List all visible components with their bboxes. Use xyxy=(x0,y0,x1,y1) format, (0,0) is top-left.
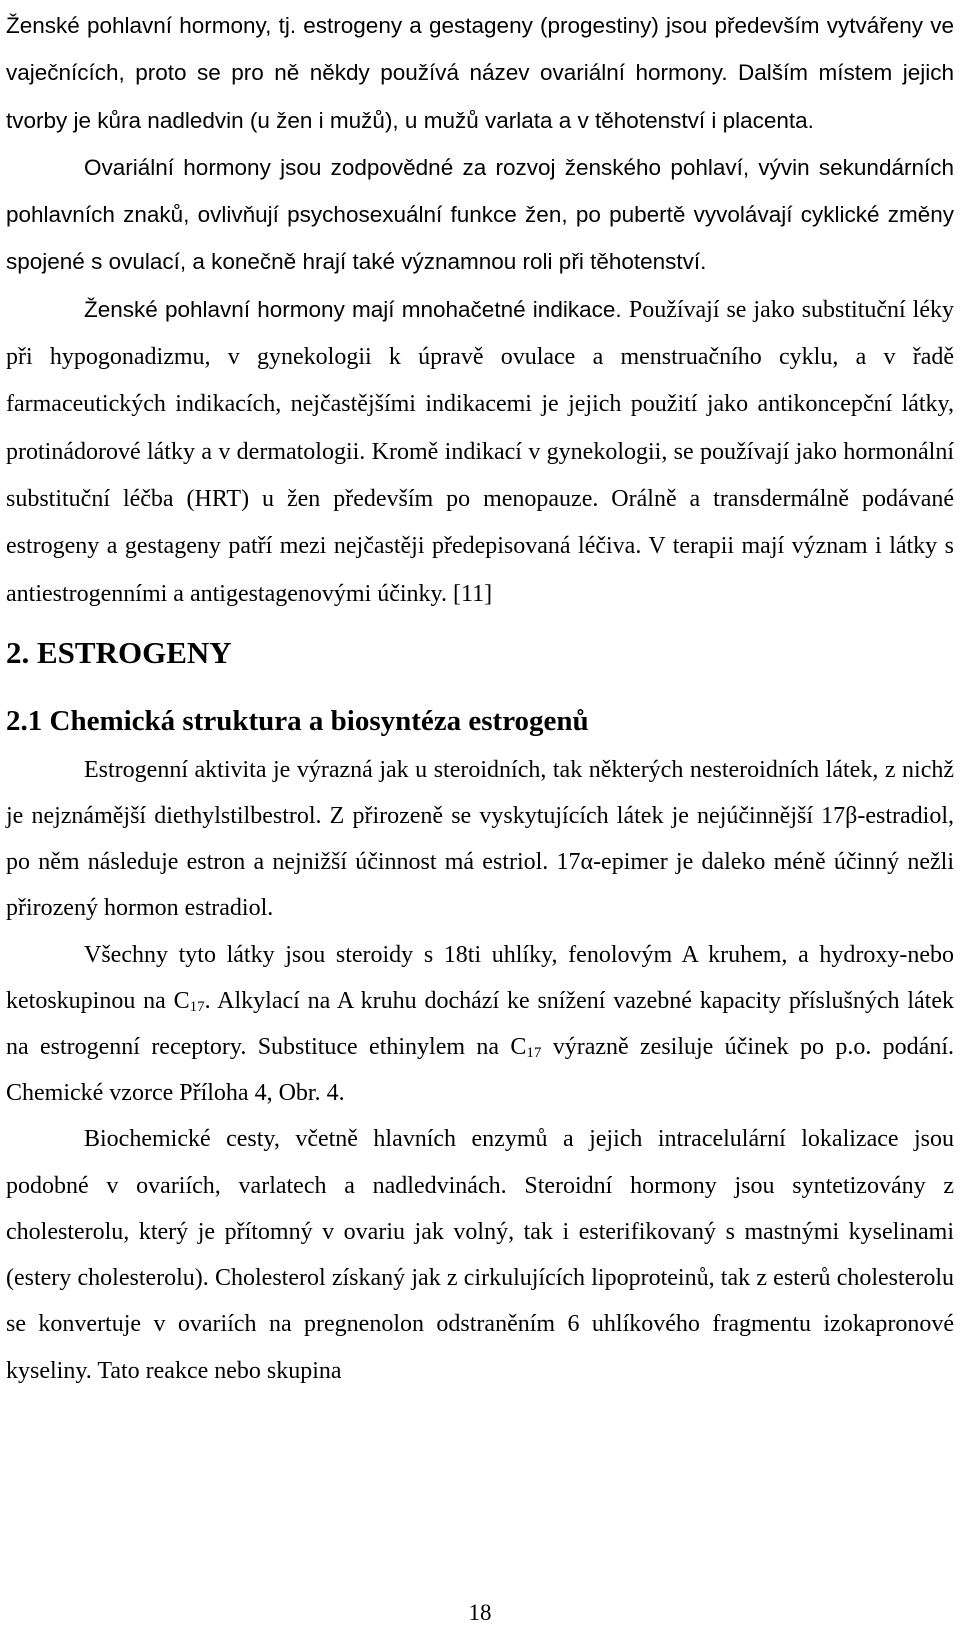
paragraph-indications xyxy=(6,286,954,617)
page-number: 18 xyxy=(468,1600,492,1625)
c17-subscript-1: 17 xyxy=(189,998,205,1015)
indications-lead: Ženské pohlavní hormony mají mnohačetné indikace. xyxy=(84,296,622,322)
intro-section xyxy=(6,2,954,617)
paragraph-estrogenic-activity: Estrogenní aktivita je výrazná jak u steroidních, tak některých nesteroidních látek, z nichž je nejznámější diethylstilbestrol. Z přirozeně se vyskytujících látek je nejúčinnější 17β-estradiol, po něm následuje estron a nejnižší účinnost má estriol. 17α-epimer je daleko méně účinný nežli přirozený hormon estradiol. xyxy=(6,756,954,922)
heading-chemical-structure: 2.1 Chemická struktura a biosyntéza estrogenů xyxy=(6,704,589,737)
indications-tail: Používají se jako substituční léky při hypogonadizmu, v gynekologii k úpravě ovulace a menstruačního cyklu, a v řadě farmaceutických indikacích, nejčastějšími indikacemi je jejich použití jako antikoncepční látky, protinádorové látky a v dermatologii. Kromě indikací v gynekologii, se používají jako hormonální substituční léčba (HRT) u žen především po menopauze. Orálně a transdermálně podávané estrogeny a gestageny patří mezi nejčastěji předepisovaná léčiva. V terapii mají význam i látky s antiestrogenními a antigestagenovými účinky. [11] xyxy=(6,296,954,607)
c17-text-part3: výrazně zesiluje účinek po p.o. podání. Chemické vzorce Příloha 4, Obr. 4. xyxy=(6,1034,955,1107)
paragraph-ovarian-functions: Ovariální hormony jsou zodpovědné za rozvoj ženského pohlaví, vývin sekundárních pohlavních znaků, ovlivňují psychosexuální funkce žen, po pubertě vyvolávají cyklické změny spojené s ovulací, a konečně hrají také významnou roli při těhotenství. xyxy=(6,154,954,275)
paragraph-steroids-c17 xyxy=(6,932,954,1117)
c17-text-part1: Všechny tyto látky jsou steroidy s 18ti uhlíky, fenolovým A kruhem, a hydroxy-nebo ketoskupinou na C xyxy=(6,941,954,1014)
c17-text-part2: . Alkylací na A kruhu dochází ke snížení vazebné kapacity příslušných látek na estrogenní receptory. Substituce ethinylem na C xyxy=(6,987,954,1061)
heading-estrogeny: 2. ESTROGENY xyxy=(6,634,232,670)
document-body xyxy=(6,2,954,1394)
c17-subscript-2: 17 xyxy=(526,1045,542,1062)
paragraph-biochemical-pathways: Biochemické cesty, včetně hlavních enzymů a jejich intracelulární lokalizace jsou podobné v ovariích, varlatech a nadledvinách. Steroidní hormony jsou syntetizovány z cholesterolu, který je přítomný v ovariu jak volný, tak i esterifikovaný s mastnými kyselinami (estery cholesterolu). Cholesterol získaný jak z cirkulujících lipoproteinů, tak z esterů cholesterolu se konvertuje v ovariích na pregnenolon odstraněním 6 uhlíkového fragmentu izokapronové kyseliny. Tato reakce nebo skupina xyxy=(6,1126,954,1384)
paragraph-ovarian-hormones-intro: Ženské pohlavní hormony, tj. estrogeny a gestageny (progestiny) jsou především vytvářeny ve vaječnících, proto se pro ně někdy používá název ovariální hormony. Dalším místem jejich tvorby je kůra nadledvin (u žen i mužů), u mužů varlata a v těhotenství i placenta. xyxy=(6,13,954,133)
